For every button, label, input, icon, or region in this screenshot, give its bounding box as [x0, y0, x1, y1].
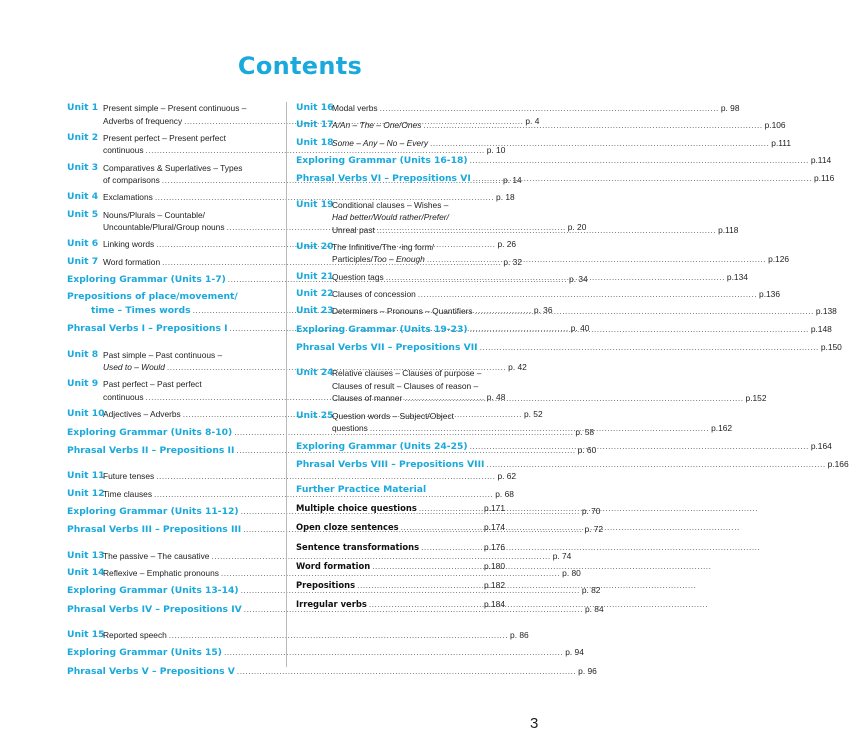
toc-entry-body — [332, 199, 738, 237]
page-ref: p. 68 — [495, 488, 514, 499]
toc-entry[interactable] — [296, 102, 740, 115]
further-practice-label: Multiple choice questions — [296, 503, 417, 514]
topic-text: Adjectives – Adverbs — [103, 409, 181, 420]
toc-line — [296, 341, 842, 355]
page-ref: p. 36 — [533, 304, 553, 315]
page-ref: p. 74 — [552, 550, 572, 561]
page-ref: p.118 — [718, 224, 739, 235]
dot-leader — [486, 458, 825, 471]
topic-text: Exclamations — [103, 192, 153, 203]
toc-section-label: Exploring Grammar (Units 15) — [67, 647, 222, 659]
page-ref: p. 52 — [523, 409, 543, 420]
page-ref: p.116 — [813, 173, 835, 184]
dot-leader — [372, 560, 482, 573]
topic-text: Comparatives & Superlatives – Types — [103, 162, 243, 173]
further-practice-label: Prepositions — [296, 579, 356, 590]
toc-section-label: Phrasal Verbs V – Prepositions V — [67, 665, 235, 677]
further-practice-entry[interactable] — [296, 502, 505, 515]
toc-line — [332, 305, 837, 318]
toc-line — [332, 119, 786, 132]
topic-text: Past perfect – Past perfect — [103, 379, 202, 390]
topic-text: Past simple – Past continuous – — [103, 349, 223, 360]
page-ref: p. 34 — [569, 274, 588, 285]
page-ref: p. 94 — [565, 647, 584, 658]
page-ref: p. 86 — [510, 630, 529, 641]
topic-text: Present perfect – Present perfect — [103, 132, 226, 143]
unit-label: Unit 19 — [296, 198, 334, 210]
unit-label: Unit 13 — [67, 549, 105, 561]
unit-label: Unit 2 — [67, 131, 99, 143]
page-ref: p. 10 — [486, 145, 506, 156]
unit-label: Unit 24 — [296, 367, 334, 379]
topic-text: Unreal past — [332, 224, 375, 235]
topic-text: Time clauses — [103, 488, 153, 499]
toc-entry-body — [332, 102, 740, 115]
toc-entry[interactable] — [296, 341, 842, 355]
unit-label: Unit 7 — [67, 255, 99, 267]
page-ref: p.176 — [484, 541, 505, 552]
toc-section-label: Exploring Grammar (Units 1-7) — [67, 274, 226, 286]
page-ref: p. 18 — [496, 192, 515, 203]
further-practice-title: Further Practice Material — [296, 484, 427, 496]
toc-entry-body — [103, 629, 529, 642]
page-ref: p.184 — [484, 598, 505, 609]
unit-label: Unit 16 — [296, 102, 334, 113]
toc-entry-body — [296, 172, 834, 186]
topic-text: Uncountable/Plural/Group nouns — [103, 222, 225, 233]
dot-leader — [480, 341, 819, 354]
dot-leader — [357, 579, 482, 592]
toc-line — [296, 502, 505, 515]
dot-leader — [419, 502, 482, 515]
toc-line — [296, 521, 505, 534]
toc-line — [296, 172, 834, 186]
dot-leader — [401, 521, 482, 534]
toc-section-label: Exploring Grammar (Units 16-18) — [296, 154, 468, 166]
toc-entry-body — [332, 410, 732, 435]
toc-entry-body — [332, 271, 748, 284]
topic-text: Reflexive – Emphatic pronouns — [103, 568, 219, 579]
unit-label: Unit 23 — [296, 305, 334, 317]
unit-label: Unit 21 — [296, 270, 334, 282]
topic-text: questions — [332, 423, 368, 434]
toc-line — [332, 211, 738, 224]
page-ref: p.114 — [810, 154, 832, 165]
page-title: Contents — [237, 52, 363, 80]
topic-text: of comparisons — [103, 175, 160, 186]
page-ref: p. 26 — [497, 239, 517, 250]
toc-line — [296, 458, 849, 472]
dot-leader — [418, 288, 757, 301]
topic-text: Modal verbs — [332, 103, 378, 113]
toc-line — [296, 598, 505, 611]
dot-leader — [380, 102, 719, 115]
page-ref: p.164 — [810, 440, 832, 451]
dot-leader — [470, 323, 809, 336]
dot-leader — [370, 422, 709, 435]
topic-text: Clauses of result – Clauses of reason – — [332, 380, 479, 391]
toc-entry[interactable] — [67, 646, 584, 660]
unit-label: Unit 22 — [296, 288, 334, 300]
toc-line — [332, 241, 789, 254]
unit-label: Unit 9 — [67, 378, 99, 390]
further-practice-label: Word formation — [296, 560, 371, 571]
page-ref: p.136 — [759, 289, 780, 300]
toc-section-label: Exploring Grammar (Units 24-25) — [296, 440, 468, 452]
toc-line — [67, 646, 584, 660]
topic-text: Adverbs of frequency — [103, 115, 183, 126]
unit-label: Unit 3 — [67, 161, 99, 173]
toc-entry-body — [332, 288, 780, 301]
dot-leader — [423, 119, 762, 132]
page-ref: p.111 — [771, 137, 791, 148]
toc-section-label: Phrasal Verbs VIII – Prepositions VIII — [296, 458, 485, 470]
toc-line — [332, 422, 732, 435]
page-ref: p. 4 — [525, 115, 540, 126]
toc-entry-body — [296, 323, 832, 337]
toc-section-label: Phrasal Verbs IV – Prepositions IV — [67, 603, 242, 615]
toc-line — [332, 367, 767, 380]
page-ref: p. 62 — [497, 471, 517, 482]
dot-leader — [475, 305, 814, 318]
toc-line — [332, 199, 738, 212]
page-ref: p. 80 — [562, 568, 581, 579]
dot-leader — [237, 665, 576, 678]
topic-text: Some – Any – No – Every — [332, 137, 429, 148]
further-practice-entry[interactable] — [296, 560, 505, 573]
page-ref: p.150 — [820, 341, 842, 352]
unit-label: Unit 20 — [296, 240, 334, 252]
dot-leader — [430, 137, 769, 150]
toc-entry[interactable] — [296, 154, 832, 168]
toc-line — [332, 224, 738, 237]
page-ref: p. 58 — [575, 426, 595, 437]
dot-leader — [224, 646, 563, 659]
toc-entry-body — [296, 440, 832, 454]
toc-entry-body — [332, 367, 767, 405]
page-ref: p. 60 — [577, 444, 597, 455]
toc-line — [332, 253, 789, 266]
toc-entry-body — [332, 137, 791, 150]
page-ref: p. 98 — [720, 103, 740, 113]
toc-entry-body — [296, 458, 849, 472]
dot-leader — [470, 154, 809, 167]
toc-section-label: time – Times words — [91, 304, 191, 316]
page-ref: p. 48 — [486, 391, 506, 402]
page-ref: p.180 — [484, 560, 505, 571]
dot-leader — [169, 629, 508, 642]
dot-leader — [470, 440, 809, 453]
toc-line — [296, 440, 832, 454]
further-practice-entry[interactable] — [296, 521, 505, 534]
page-ref: p.166 — [827, 458, 849, 469]
toc-section-label: Phrasal Verbs III – Prepositions III — [67, 524, 242, 536]
topic-text: Word formation — [103, 256, 161, 267]
toc-entry[interactable] — [296, 136, 791, 150]
dot-leader — [404, 392, 743, 405]
toc-line — [332, 271, 748, 284]
further-practice-label: Sentence transformations — [296, 541, 420, 552]
toc-entry[interactable] — [296, 288, 780, 301]
page-ref: p. 96 — [578, 665, 597, 676]
unit-label: Unit 17 — [296, 119, 334, 131]
toc-entry[interactable] — [67, 549, 572, 563]
page-ref: p. 72 — [584, 524, 604, 535]
unit-label: Unit 12 — [67, 487, 105, 499]
dot-leader — [386, 271, 725, 284]
topic-text: The Infinitive/The -ing form/ — [332, 241, 434, 252]
toc-section-label: Phrasal Verbs II – Prepositions II — [67, 444, 235, 456]
toc-section-label: Phrasal Verbs VI – Prepositions VI — [296, 173, 471, 185]
unit-label: Unit 4 — [67, 191, 99, 203]
topic-text: Participles/Too – Enough — [332, 254, 425, 265]
toc-entry[interactable] — [67, 567, 581, 580]
topic-text: The passive – The causative — [103, 550, 210, 561]
toc-line — [296, 541, 505, 554]
unit-label: Unit 5 — [67, 208, 99, 220]
toc-line — [67, 665, 597, 679]
column-divider — [286, 102, 287, 667]
page-ref: p.171 — [484, 503, 505, 514]
page-ref: p. 84 — [584, 603, 604, 614]
toc-line — [332, 410, 732, 423]
dot-leader — [369, 598, 482, 611]
toc-line — [332, 380, 767, 393]
topic-text: Had better/Would rather/Prefer/ — [332, 212, 449, 223]
toc-line — [332, 392, 767, 405]
toc-line — [103, 629, 529, 642]
topic-text: Question tags — [332, 271, 384, 282]
further-practice-label: Open cloze sentences — [296, 522, 399, 533]
page-ref: p. 82 — [581, 585, 601, 596]
toc-entry-body — [332, 241, 789, 266]
toc-line — [296, 560, 505, 573]
toc-section-label: Phrasal Verbs VII – Prepositions VII — [296, 341, 478, 353]
toc-line — [296, 579, 505, 592]
toc-entry[interactable] — [296, 458, 849, 472]
dot-leader — [427, 253, 766, 266]
page-ref: p. 32 — [503, 256, 522, 267]
topic-text: Nouns/Plurals – Countable/ — [103, 209, 205, 220]
unit-label: Unit 11 — [67, 470, 105, 482]
page-ref: p.126 — [768, 254, 790, 265]
toc-line — [296, 154, 831, 168]
toc-section-label: Exploring Grammar (Units 11-12) — [67, 505, 239, 517]
page-ref: p.152 — [745, 393, 767, 404]
page-ref: p.174 — [484, 522, 505, 533]
toc-entry-body — [67, 646, 584, 660]
topic-text: Present simple – Present continuous – — [103, 103, 247, 113]
further-practice-entry[interactable] — [296, 579, 505, 592]
toc-section-label: Exploring Grammar (Units 8-10) — [67, 426, 233, 438]
toc-entry-body — [296, 341, 842, 355]
topic-text: Used to – Would — [103, 362, 165, 373]
toc-section-label: Exploring Grammar (Units 13-14) — [67, 585, 239, 597]
toc-line — [296, 323, 832, 337]
topic-text: Reported speech — [103, 630, 167, 641]
page-ref: p.106 — [764, 120, 786, 131]
toc-entry-body — [332, 119, 786, 132]
unit-label: Unit 6 — [67, 238, 99, 250]
toc-section-label: Phrasal Verbs I – Prepositions I — [67, 323, 228, 335]
page-ref: p. 42 — [508, 362, 527, 373]
page-ref: p. 40 — [570, 323, 590, 334]
further-practice-label: Irregular verbs — [296, 598, 367, 609]
toc-section-label: Exploring Grammar (Units 19-23) — [296, 323, 468, 335]
toc-line — [332, 137, 791, 150]
unit-label: Unit 25 — [296, 409, 334, 421]
dot-leader — [473, 172, 812, 185]
toc-entry[interactable] — [67, 629, 529, 642]
topic-text: Clauses of concession — [332, 289, 416, 300]
toc-line — [332, 288, 780, 301]
topic-text: Future tenses — [103, 471, 155, 482]
topic-text: Question words – Subject/Object — [332, 410, 454, 421]
toc-entry-body — [332, 305, 837, 318]
toc-section-label: Prepositions of place/movement/ — [67, 291, 238, 303]
unit-label: Unit 10 — [67, 408, 105, 420]
page-ref: p.182 — [484, 579, 505, 590]
unit-label: Unit 8 — [67, 348, 99, 360]
unit-label: Unit 15 — [67, 629, 105, 641]
toc-entry-body — [296, 154, 831, 168]
page-ref: p.138 — [815, 306, 837, 317]
unit-label: Unit 14 — [67, 567, 105, 579]
page-ref: p.134 — [726, 271, 748, 282]
toc-entry-body — [67, 665, 597, 679]
page-ref: p. 70 — [581, 505, 601, 516]
topic-text: continuous — [103, 145, 144, 156]
page-ref: p.162 — [711, 423, 733, 434]
topic-text: continuous — [103, 391, 144, 402]
topic-text: Determiners – Pronouns – Quantifiers — [332, 306, 473, 317]
page-ref: p.148 — [810, 323, 832, 334]
further-practice-entry[interactable] — [296, 598, 505, 611]
toc-line — [332, 102, 740, 115]
dot-leader — [421, 541, 482, 554]
topic-text: A/An – The – One/Ones — [332, 120, 422, 131]
unit-label: Unit 18 — [296, 136, 334, 148]
topic-text: Relative clauses – Clauses of purpose – — [332, 368, 482, 379]
topic-text: Conditional clauses – Wishes – — [332, 199, 449, 210]
topic-text: Clauses of manner — [332, 393, 403, 404]
page-ref: p. 20 — [567, 222, 587, 233]
topic-text: Linking words — [103, 239, 155, 250]
toc-entry[interactable] — [67, 665, 597, 679]
toc-entry[interactable] — [67, 470, 517, 483]
dot-leader — [377, 224, 716, 237]
page-ref: p. 14 — [503, 175, 522, 186]
unit-label: Unit 1 — [67, 102, 99, 113]
further-practice-entry[interactable] — [296, 541, 505, 554]
page-number: 3 — [530, 715, 539, 732]
